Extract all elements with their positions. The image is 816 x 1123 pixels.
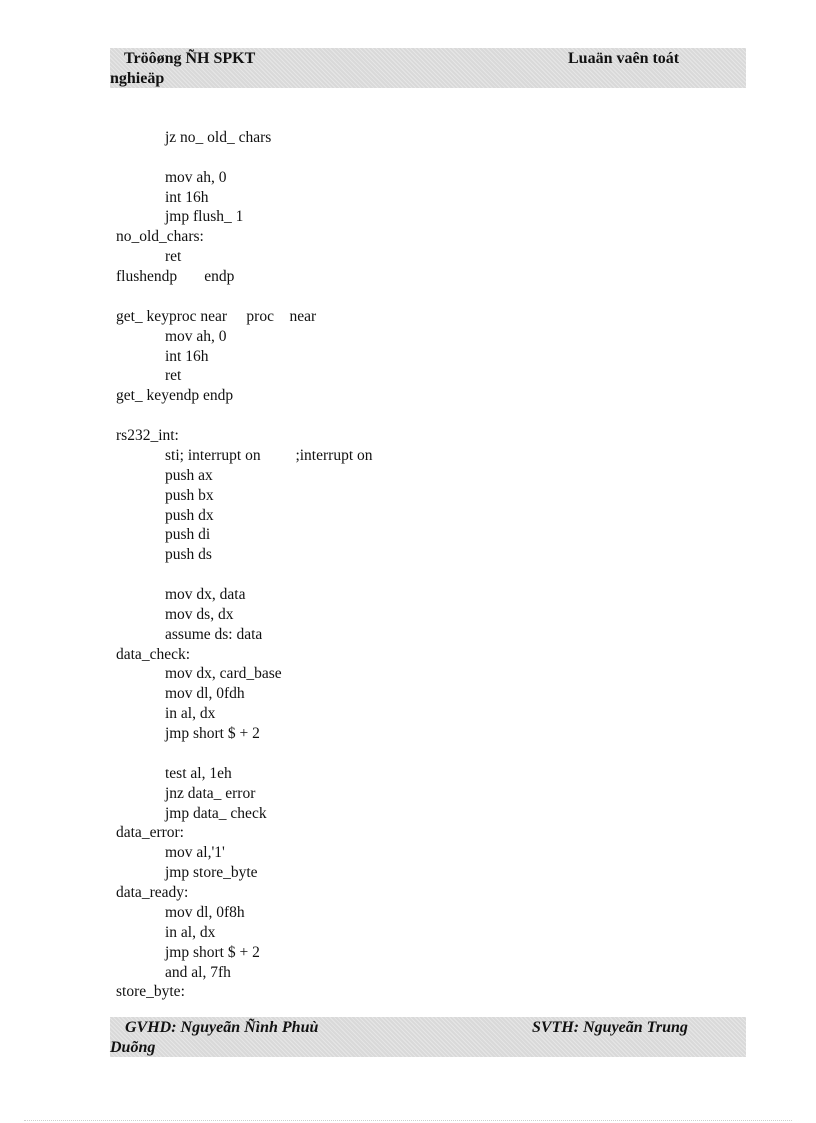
- code-line: ret: [165, 367, 182, 385]
- code-line: jmp short $ + 2: [165, 943, 260, 961]
- code-line: mov dx, data: [165, 586, 246, 603]
- header-title: Luaän vaên toát: [568, 50, 680, 67]
- code-line: mov ds, dx: [165, 605, 234, 623]
- code-line: no_old_chars:: [116, 228, 204, 246]
- code-line: flushendp endp: [116, 268, 235, 286]
- code-line: store_byte:: [116, 983, 185, 1001]
- code-line: jz no_ old_ chars: [165, 129, 272, 146]
- code-line: sti; interrupt on ;interrupt on: [165, 446, 373, 464]
- code-line: and al, 7fh: [165, 963, 231, 981]
- code-line: in al, dx: [165, 705, 216, 723]
- code-line: data_ready:: [116, 884, 189, 902]
- footer-advisor-continued: Duõng: [110, 1039, 156, 1056]
- code-line: rs232_int:: [116, 427, 179, 445]
- code-line: push di: [165, 526, 211, 544]
- header-school: Tröôøng ÑH SPKT: [124, 50, 256, 67]
- code-line: data_check:: [116, 645, 191, 663]
- page-footer: [110, 1017, 746, 1057]
- code-line: mov ah, 0: [165, 168, 227, 186]
- code-line: push ax: [165, 466, 213, 484]
- footer-student: SVTH: Nguyeãn Trung: [532, 1019, 688, 1036]
- header-title-continued: nghieäp: [110, 70, 165, 87]
- code-line: push ds: [165, 546, 212, 564]
- code-line: jmp flush_ 1: [165, 208, 244, 226]
- code-line: jmp data_ check: [165, 804, 267, 822]
- code-line: jmp store_byte: [165, 864, 258, 882]
- footer-advisor: GVHD: Nguyeãn Ñình Phuù: [125, 1019, 319, 1036]
- code-line: mov dl, 0f8h: [165, 903, 245, 921]
- code-line: jmp short $ + 2: [165, 725, 260, 743]
- code-line: jnz data_ error: [165, 784, 256, 802]
- code-line: mov al,'1': [165, 844, 225, 862]
- code-line: mov dl, 0fdh: [165, 685, 245, 703]
- code-line: int 16h: [165, 347, 209, 365]
- code-line: mov ah, 0: [165, 327, 227, 345]
- code-line: data_error:: [116, 824, 184, 842]
- code-line: int 16h: [165, 188, 209, 206]
- code-line: in al, dx: [165, 923, 216, 941]
- code-line: get_ keyendp endp: [116, 387, 234, 405]
- code-line: test al, 1eh: [165, 764, 232, 782]
- code-line: push dx: [165, 506, 214, 524]
- page-bottom-rule: [24, 1120, 792, 1121]
- code-line: mov dx, card_base: [165, 665, 282, 683]
- code-line: ret: [165, 248, 182, 266]
- code-line: assume ds: data: [165, 625, 263, 643]
- code-line: get_ keyproc near proc near: [116, 307, 317, 325]
- code-line: push bx: [165, 486, 214, 504]
